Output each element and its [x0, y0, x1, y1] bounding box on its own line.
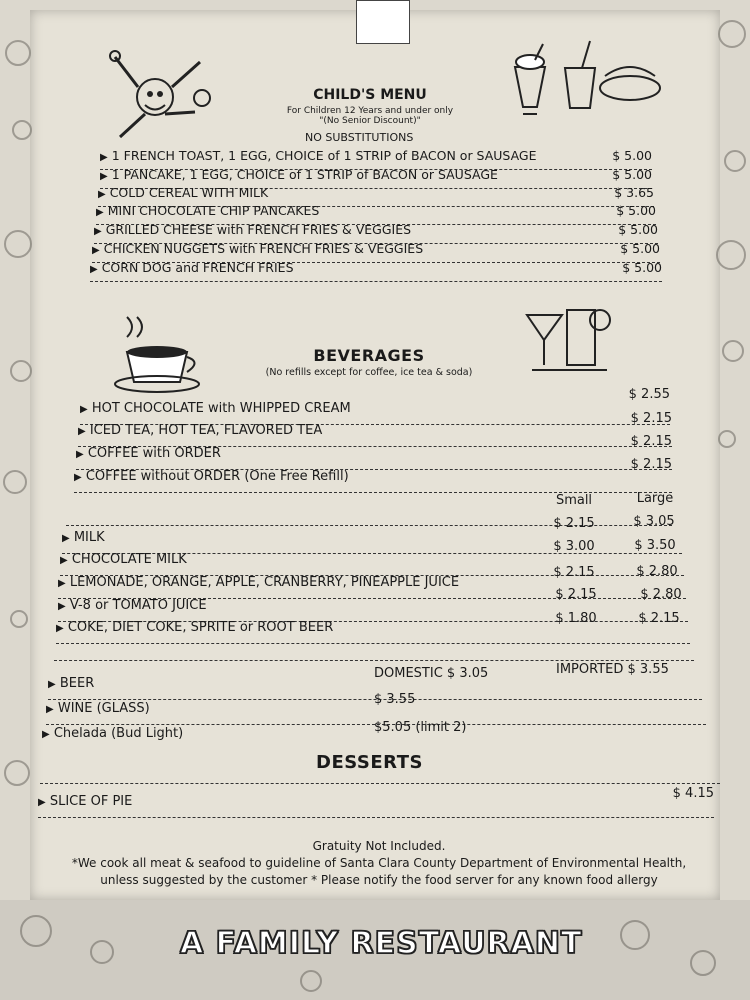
item-price: $ 4.15 [672, 786, 714, 801]
arrow-icon: ▶ [56, 623, 64, 634]
menu-item [96, 203, 656, 223]
item-price: $ 5.00 [620, 241, 660, 256]
large-price: $ 2.15 [638, 611, 680, 626]
item-price: $ 5.00 [612, 148, 652, 163]
menu-item [92, 241, 660, 261]
item-label: LEMONADE, ORANGE, APPLE, CRANBERRY, PINEAPPLE JUICE [69, 575, 460, 590]
item-price: $ 2.15 [630, 411, 672, 426]
dessert-item [38, 786, 714, 816]
arrow-icon: ▶ [76, 449, 84, 460]
beverage-item [74, 457, 672, 491]
arrow-icon: ▶ [78, 426, 86, 437]
item-label: SLICE OF PIE [49, 794, 133, 809]
menu-item [90, 260, 662, 280]
large-price: $ 3.05 [633, 514, 675, 529]
beverage-item [80, 387, 670, 423]
item-label: Chelada (Bud Light) [53, 726, 184, 741]
small-price: $ 2.15 [555, 587, 597, 602]
item-label: 1 FRENCH TOAST, 1 EGG, CHOICE of 1 STRIP of BACON or SAUSAGE [111, 148, 537, 163]
item-label: ICED TEA, HOT TEA, FLAVORED TEA [89, 423, 323, 438]
divider [54, 660, 694, 661]
item-price: $ 5.00 [616, 203, 656, 218]
small-price: $ 3.00 [553, 539, 595, 554]
item-label: CHICKEN NUGGETS with FRENCH FRIES & VEGGIES [103, 241, 424, 256]
food-safety-note-1: *We cook all meat & seafood to guideline of Santa Clara County Department of Environmental Health, [71, 856, 687, 870]
small-price: $ 1.80 [555, 611, 597, 626]
item-label: COFFEE with ORDER [87, 446, 221, 461]
beverages-refill-note: (No refills except for coffee, ice tea & soda) [265, 367, 473, 378]
item-price: $ 2.55 [628, 387, 670, 402]
small-price: $ 2.15 [553, 516, 595, 531]
gratuity-note: Gratuity Not Included. [312, 839, 446, 853]
item-price: $ 2.15 [630, 434, 672, 449]
large-price: $ 2.80 [636, 564, 678, 579]
item-label: CORN DOG and FRENCH FRIES [101, 260, 294, 275]
arrow-icon: ▶ [96, 207, 104, 218]
large-price: $ 2.80 [640, 587, 682, 602]
arrow-icon: ▶ [90, 264, 98, 275]
menu-item [94, 222, 658, 242]
item-label: MILK [73, 530, 105, 545]
small-price: $ 2.15 [553, 565, 595, 580]
desserts-title: DESSERTS [316, 752, 423, 773]
item-label: V-8 or TOMATO JUICE [69, 598, 207, 613]
no-substitutions-note: NO SUBSTITUTIONS [305, 131, 414, 144]
arrow-icon: ▶ [100, 152, 108, 163]
arrow-icon: ▶ [48, 679, 56, 690]
item-label: MINI CHOCOLATE CHIP PANCAKES [107, 203, 320, 218]
arrow-icon: ▶ [92, 245, 100, 256]
arrow-icon: ▶ [74, 472, 82, 483]
item-price: $ 2.15 [630, 457, 672, 472]
item-label: WINE (GLASS) [57, 701, 150, 716]
chelada-price: $5.05 (limit 2) [374, 720, 467, 735]
childs-menu-discount-note: "(No Senior Discount)" [319, 116, 421, 126]
item-label: GRILLED CHEESE with FRENCH FRIES & VEGGIES [105, 222, 412, 237]
arrow-icon: ▶ [38, 797, 46, 808]
divider [40, 783, 720, 784]
wine-price: $ 3.55 [374, 692, 416, 707]
item-price: $ 5.00 [618, 222, 658, 237]
food-safety-note-2: unless suggested by the customer * Please notify the food server for any known food allergy [100, 873, 658, 887]
arrow-icon: ▶ [94, 226, 102, 237]
item-price: $ 3.65 [614, 185, 654, 200]
arrow-icon: ▶ [80, 404, 88, 415]
family-restaurant-banner: A FAMILY RESTAURANT [180, 926, 583, 961]
arrow-icon: ▶ [100, 171, 108, 182]
menu-item [100, 148, 652, 168]
item-label: HOT CHOCOLATE with WHIPPED CREAM [91, 401, 351, 416]
item-label: COKE, DIET COKE, SPRITE or ROOT BEER [67, 620, 334, 635]
large-price: $ 3.50 [634, 538, 676, 553]
sized-beverage-item [56, 611, 690, 642]
arrow-icon: ▶ [62, 533, 70, 544]
beverages-title: BEVERAGES [313, 346, 425, 365]
domestic-price: DOMESTIC $ 3.05 [374, 666, 489, 681]
large-size-header: Large [636, 491, 674, 506]
menu-content [34, 0, 724, 1000]
arrow-icon: ▶ [98, 189, 106, 200]
imported-price: IMPORTED $ 3.55 [556, 662, 669, 677]
item-price: $ 5.00 [612, 167, 652, 182]
item-label: BEER [59, 676, 95, 691]
childs-menu-age-note: For Children 12 Years and under only [286, 106, 454, 116]
menu-item [100, 167, 652, 187]
item-label: 1 PANCAKE, 1 EGG, CHOICE of 1 STRIP of BACON or SAUSAGE [111, 167, 498, 182]
arrow-icon: ▶ [42, 729, 50, 740]
menu-item [98, 185, 654, 205]
arrow-icon: ▶ [60, 555, 68, 566]
arrow-icon: ▶ [58, 578, 66, 589]
item-label: COLD CEREAL WITH MILK [109, 185, 269, 200]
arrow-icon: ▶ [58, 601, 66, 612]
small-size-header: Small [555, 493, 593, 508]
item-label: COFFEE without ORDER (One Free Refill) [85, 469, 349, 484]
childs-menu-title: CHILD'S MENU [313, 87, 427, 103]
item-price: $ 5.00 [622, 260, 662, 275]
beverage-item [78, 411, 672, 445]
beverage-item [76, 434, 672, 468]
alcohol-item [42, 720, 708, 748]
item-label: CHOCOLATE MILK [71, 552, 187, 567]
arrow-icon: ▶ [46, 704, 54, 715]
